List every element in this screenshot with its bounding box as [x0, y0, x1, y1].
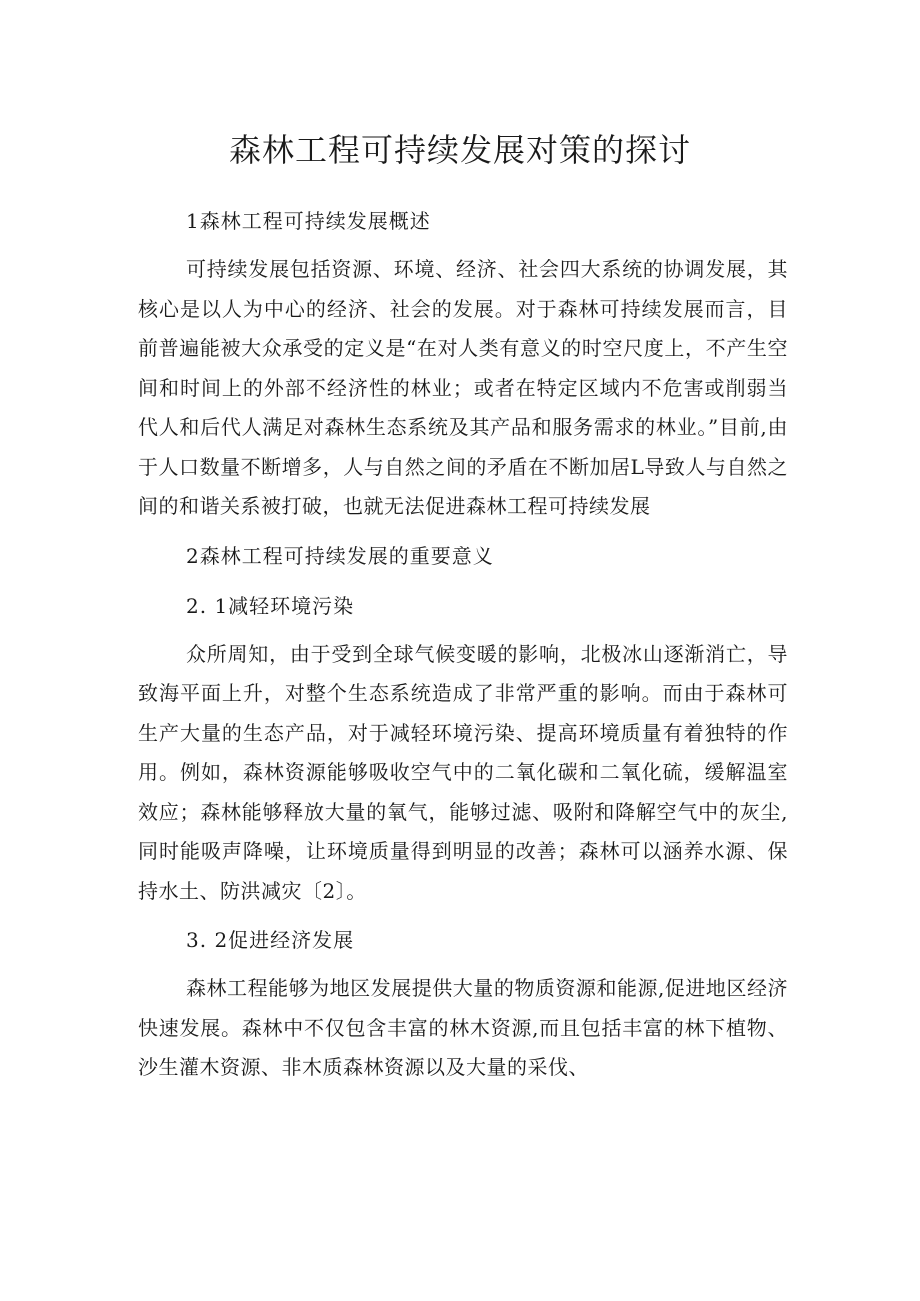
document-title: 森林工程可持续发展对策的探讨: [228, 131, 691, 169]
section-heading-2: 2森林工程可持续发展的重要意义: [186, 543, 494, 568]
paragraph-economy: 森林工程能够为地区发展提供大量的物质资源和能源,促进地区经济快速发展。森林中不仅包含丰富的林木资源,而且包括丰富的林下植物、沙生灌木资源、非木质森林资源以及大量的采伐、: [138, 976, 788, 1079]
subsection-heading-2-1: 2. 1减轻环境污染: [186, 593, 355, 618]
paragraph-environment: 众所周知，由于受到全球气候变暖的影响，北极冰山逐渐消亡，导致海平面上升，对整个生态系统造成了非常严重的影响。而由于森林可生产大量的生态产品，对于减轻环境污染、提高环境质量有着独特的作用。例如，森林资源能够吸收空气中的二氧化碳和二氧化硫，缓解温室效应；森林能够释放大量的氧气，能够过滤、吸附和降解空气中的灰尘,同时能吸声降噪，让环境质量得到明显的改善；森林可以涵养水源、保持水土、防洪减灾〔2〕。: [138, 641, 788, 903]
subsection-heading-3-2: 3. 2促进经济发展: [186, 928, 355, 952]
paragraph-overview: 可持续发展包括资源、环境、经济、社会四大系统的协调发展，其核心是以人为中心的经济、社会的发展。对于森林可持续发展而言，目前普遍能被大众承受的定义是“在对人类有意义的时空尺度上，不产生空间和时间上的外部不经济性的林业；或者在特定区域内不危害或削弱当代人和后代人满足对森林生态系统及其产品和服务需求的林业。”目前,由于人口数量不断增多，人与自然之间的矛盾在不断加居L导致人与自然之间的和谐关系被打破，也就无法促进森林工程可持续发展: [138, 257, 788, 518]
section-heading-1: 1森林工程可持续发展概述: [186, 209, 431, 233]
document-body: [138, 200, 788, 1088]
